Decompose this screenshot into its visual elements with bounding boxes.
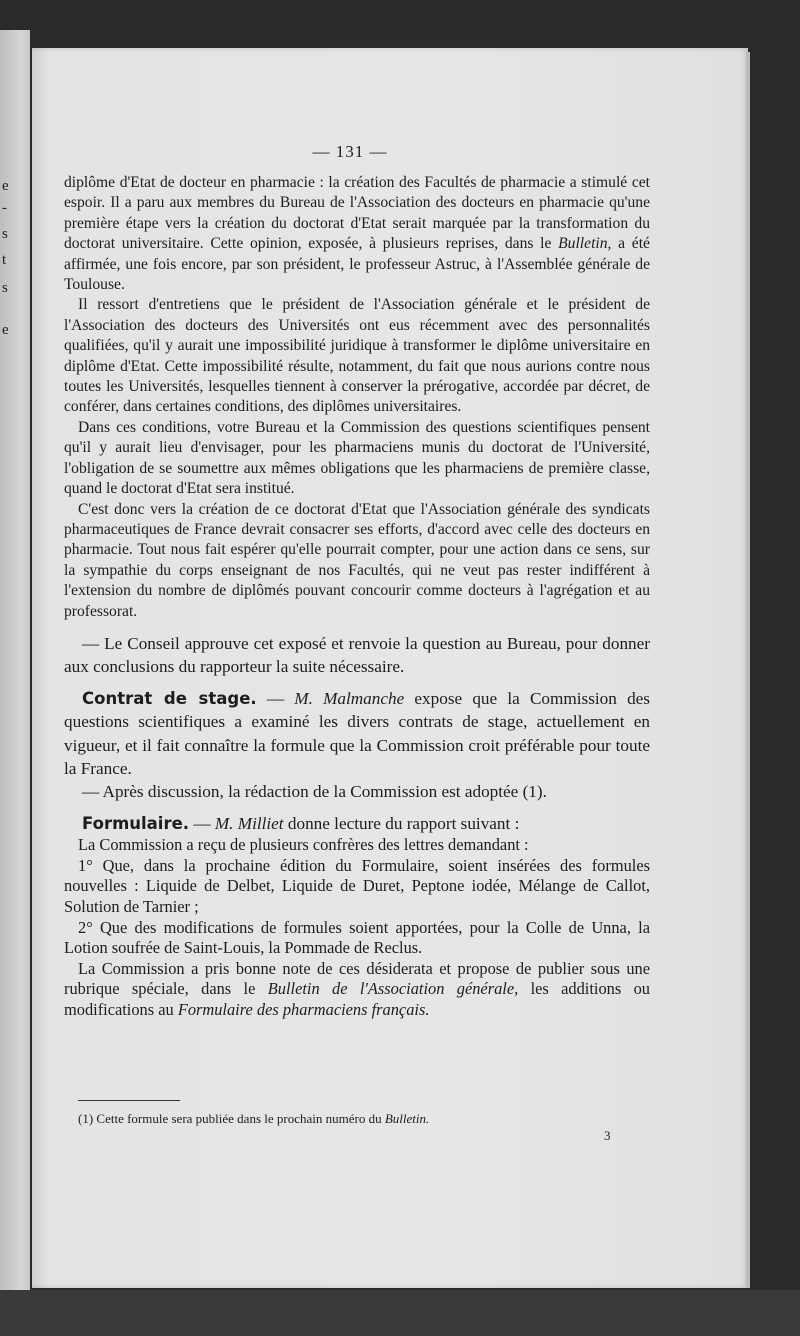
- list-item: 1° Que, dans la prochaine édition du Formulaire, soient insérées des formules nouvelles : Liquide de Delbet, Liquide de Duret, Peptone iodée, Mélange de Callot, Solution de Tarnier ;: [64, 855, 650, 916]
- paragraph: La Commission a reçu de plusieurs confrères des lettres demandant :: [78, 835, 529, 855]
- margin-letter: t: [2, 252, 7, 268]
- section-formulaire: Formulaire. — M. Milliet donne lecture du rapport suivant :: [82, 813, 520, 833]
- paragraph: Dans ces conditions, votre Bureau et la Commission des questions scientifiques pensent qu'il y aurait lieu d'envisager, pour les pharmaciens munis du doctorat de l'Université, l'obligation de se soumettre aux mêmes obligations que les pharmaciens de première classe, quand le doctorat d'Etat sera institué.: [64, 418, 650, 498]
- section-heading: Formulaire.: [82, 813, 190, 833]
- margin-letter: e: [2, 322, 9, 338]
- paragraph: C'est donc vers la création de ce doctorat d'Etat que l'Association générale des syndicats pharmaceutiques de France devrait consacrer ses efforts, d'accord avec celle des docteurs en pharmacie. Tout nous fait espérer qu'elle pourrait compter, pour une action dans ce sens, sur la sympathie du corps enseignant de nos Facultés, qui ne veut pas rester indifférent à l'extension du nombre de diplômés pouvant concourir comme docteurs à l'agrégation et au professorat.: [64, 500, 650, 620]
- page-edge: [746, 52, 750, 1288]
- body-text: [64, 173, 650, 1021]
- left-page-edge: [0, 30, 30, 1290]
- list-item: 2° Que des modifications de formules soient apportées, pour la Colle de Unna, la Lotion soufrée de Saint-Louis, la Pommade de Reclus.: [64, 917, 650, 958]
- paragraph: diplôme d'Etat de docteur en pharmacie : la création des Facultés de pharmacie a stimulé cet espoir. Il a paru aux membres du Bureau de l'Association des docteurs en pharmacie qu'une première étape vers la création du doctorat d'Etat serait marquée par la transformation du doctorat universitaire. Cette opinion, exposée, à plusieurs reprises, dans le Bulletin, a été affirmée, une fois encore, par son président, le professeur Astruc, à l'Assemblée générale de Toulouse.: [64, 174, 650, 294]
- page-number: — 131 —: [312, 142, 388, 161]
- margin-letter: s: [2, 280, 8, 296]
- section-contrat-de-stage: Contrat de stage. — M. Malmanche expose que la Commission des questions scientifiques a examiné les divers contrats de stage, actuellement en vigueur, et il fait connaître la formule que la Commission croit préférable pour toute la France.: [64, 688, 650, 778]
- signature-mark: 3: [604, 1128, 611, 1143]
- margin-letter: e: [2, 178, 9, 194]
- council-resolution: — Le Conseil approuve cet exposé et renvoie la question au Bureau, pour donner aux conclusions du rapporteur la suite nécessaire.: [64, 633, 650, 677]
- footnote-rule: [78, 1100, 180, 1101]
- footnote: (1) Cette formule sera publiée dans le prochain numéro du Bulletin.: [78, 1111, 430, 1126]
- paragraph: Il ressort d'entretiens que le président de l'Association générale et le président de l'Association des docteurs des Universités ont eus récemment avec des personnalités qualifiées, qu'il y aurait une impossibilité juridique à transformer le diplôme universitaire en diplôme d'Etat. Cette impossibilité résulte, notamment, du fait que nous aurions contre nous toutes les Universités, lesquelles tiennent à conserver la prérogative, accordée par décret, de conférer, dans certaines conditions, des diplômes universitaires.: [64, 296, 650, 416]
- scan-background: [0, 1290, 800, 1336]
- section-heading: Contrat de stage.: [82, 688, 257, 708]
- margin-letter: s: [2, 226, 8, 242]
- paragraph: — Après discussion, la rédaction de la Commission est adoptée (1).: [82, 782, 547, 802]
- margin-letter: -: [2, 200, 7, 216]
- paragraph: La Commission a pris bonne note de ces désiderata et propose de publier sous une rubrique spéciale, dans le Bulletin de l'Association générale, les additions ou modifications au Formulaire des pharmaciens français.: [64, 958, 650, 1019]
